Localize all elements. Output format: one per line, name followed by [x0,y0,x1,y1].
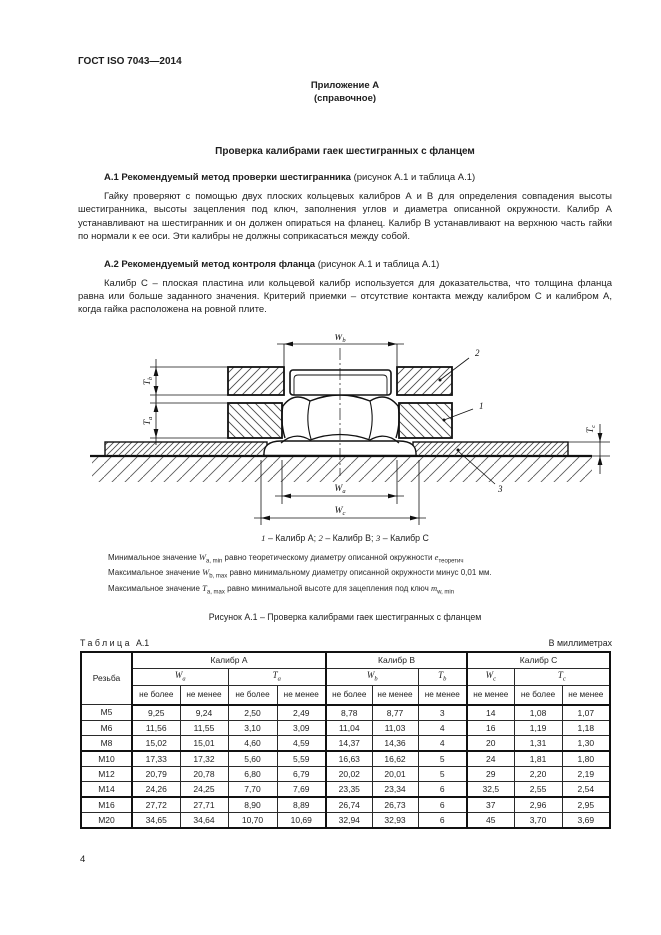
cell: 26,74 [326,797,372,813]
table-row [81,735,610,751]
cell: 32,93 [372,812,418,828]
nut-top-face [290,370,391,395]
cell: 2,49 [277,705,326,721]
label-ta: $T_a$ [143,416,154,426]
note-subscript: w, min [437,589,455,596]
cell: 23,35 [326,781,372,797]
cell: 6,80 [228,766,277,781]
cell: 6 [418,812,467,828]
table-row [81,720,610,735]
symbol-sub: c [493,675,496,683]
cell: 4 [418,735,467,751]
cell: 5 [418,751,467,767]
paragraph-a1: Гайку проверяют с помощью двух плоских кольцевых калибров А и В для определения совпадения высоты шестигранника, высоты зацепления под ключ, заполнения углов и диаметра описанной окружности. Калибр А устанавливают на шестигранник и он должен опираться на фланец. Калибр В устанавливают на верхнюю часть гайки по нормали к ее оси. Эти калибры не должны соприкасаться между собой. [78,191,612,243]
cell: 2,95 [562,797,610,813]
callout-3-gauge-c: 3 [498,483,503,494]
legend-label-1: – Калибр А; [265,532,319,543]
heading-a1-bold: А.1 Рекомендуемый метод проверки шестигранника [104,172,351,183]
cell-thread: М12 [81,766,132,781]
cell: 20,01 [372,766,418,781]
table-row [81,705,610,721]
cell: 34,64 [180,812,228,828]
cell: 20,78 [180,766,228,781]
cell: 20 [467,735,514,751]
cell-thread: М6 [81,720,132,735]
cell: 8,78 [326,705,372,721]
cell: 2,55 [514,781,562,797]
figure-notes [108,552,612,599]
cell: 4,60 [228,735,277,751]
cell: 16,62 [372,751,418,767]
label-tc: $T_c$ [586,424,597,433]
cell-thread: М20 [81,812,132,828]
label-tb: $T_b$ [143,376,154,386]
cell: 11,03 [372,720,418,735]
col-header-ta [228,668,326,685]
symbol-base: W [485,670,494,681]
dimension-wb [277,341,404,365]
cell: 4,59 [277,735,326,751]
heading-a2-bold: А.2 Рекомендуемый метод контроля фланца [104,258,316,270]
cell: 5 [418,766,467,781]
note-line [108,552,612,568]
cell: 11,55 [180,720,228,735]
note-line [108,583,612,599]
callout-1-gauge-a: 1 [479,400,484,411]
cell-thread: М10 [81,751,132,767]
col-header-wb [326,668,418,685]
note-text: равно минимальному диаметру описанной окружности минус 0,01 мм. [227,568,492,578]
limit-header: не более [228,685,277,705]
dimension-ta [150,396,228,445]
table-header-limits [81,685,610,705]
cell: 3,70 [514,812,562,828]
table-units: В миллиметрах [548,637,612,648]
limit-header: не менее [372,685,418,705]
cell: 6 [418,781,467,797]
symbol-sub: a [182,675,186,683]
limit-header: не менее [467,685,514,705]
limit-header: не менее [562,685,610,705]
cell: 1,19 [514,720,562,735]
appendix-title: Приложение А [310,80,380,91]
note-symbol: T [202,583,207,594]
cell: 11,56 [132,720,180,735]
cell: 1,30 [562,735,610,751]
symbol-sub: b [374,675,378,683]
legend-num-3: 3 [375,532,381,543]
note-subscript: b, max [209,574,228,581]
cell: 2,50 [228,705,277,721]
symbol-base: T [557,670,563,681]
table-row [81,781,610,797]
legend-num-2: 2 [318,532,323,543]
figure-a1 [78,334,612,543]
limit-header: не более [326,685,372,705]
cell: 8,77 [372,705,418,721]
cell: 34,65 [132,812,180,828]
cell: 20,79 [132,766,180,781]
symbol-sub: a [277,675,281,683]
note-line [108,567,612,583]
cell: 45 [467,812,514,828]
cell: 23,34 [372,781,418,797]
note-subscript: a, max [206,589,225,596]
dimension-tb [150,359,228,402]
cell: 29 [467,766,514,781]
cell: 17,33 [132,751,180,767]
table-label-row [80,638,612,648]
appendix-subtitle: (справочное) [313,92,377,104]
cell: 1,81 [514,751,562,767]
heading-a2-tail: (рисунок А.1 и таблица А.1) [315,258,440,270]
cell: 3,09 [277,720,326,735]
limit-header: не менее [180,685,228,705]
cell: 2,54 [562,781,610,797]
figure-legend [78,533,612,543]
cell: 26,73 [372,797,418,813]
cell: 10,70 [228,812,277,828]
cell: 3,69 [562,812,610,828]
cell-thread: М16 [81,797,132,813]
col-group-gauge-a: Калибр А [132,652,326,669]
note-subscript: теоретич [438,558,464,565]
cell: 14 [467,705,514,721]
page-number: 4 [80,854,86,865]
legend-num-1: 1 [261,532,266,543]
base-plate-hatching [90,456,592,482]
gauge-check-drawing [78,334,612,532]
col-group-gauge-b: Калибр В [326,652,467,669]
cell-thread: М5 [81,705,132,721]
page-title: Проверка калибрами гаек шестигранных с фланцем [215,146,475,157]
symbol-base: T [272,670,278,681]
cell: 17,32 [180,751,228,767]
col-header-tb [418,668,467,685]
cell: 24,25 [180,781,228,797]
cell: 24 [467,751,514,767]
legend-label-2: – Калибр В; [322,532,376,543]
cell: 10,69 [277,812,326,828]
cell: 5,59 [277,751,326,767]
cell: 20,02 [326,766,372,781]
cell: 6,79 [277,766,326,781]
paragraph-a2: Калибр С – плоская пластина или кольцевой калибр используется для доказательства, что толщина фланца равна или больше заданного значения. Критерий приемки – отсутствие контакта между калибром С и калибром А, когда гайка расположена на ровной плите. [78,277,612,316]
limit-header: не более [132,685,180,705]
limit-header: не менее [418,685,467,705]
limit-header: не более [514,685,562,705]
symbol-sub: c [562,675,566,683]
cell: 15,02 [132,735,180,751]
cell: 14,36 [372,735,418,751]
label-wb: $W_b$ [334,333,346,344]
cell: 24,26 [132,781,180,797]
table-row [81,797,610,813]
appendix-block [78,80,612,105]
cell-thread: М14 [81,781,132,797]
table-row [81,812,610,828]
heading-a1-tail: (рисунок А.1 и таблица А.1) [350,172,476,183]
symbol-base: T [438,670,444,681]
cell: 8,89 [277,797,326,813]
symbol-sub: b [443,675,447,683]
legend-label-3: – Калибр С [380,532,429,543]
cell: 8,90 [228,797,277,813]
col-header-tc [514,668,610,685]
label-wa: $W_a$ [334,483,346,495]
cell: 16,63 [326,751,372,767]
callout-2-gauge-b: 2 [475,347,480,358]
note-text: Минимальное значение [108,552,199,562]
table-a1 [80,651,611,829]
table-header-symbols [81,668,610,685]
cell: 9,24 [180,705,228,721]
cell: 32,94 [326,812,372,828]
cell: 16 [467,720,514,735]
cell-thread: М8 [81,735,132,751]
cell: 7,70 [228,781,277,797]
cell: 2,19 [562,766,610,781]
note-subscript: a, min [205,558,223,565]
symbol-base: W [366,670,375,681]
table-header-groups [81,652,610,669]
cell: 3 [418,705,467,721]
table-label [80,638,149,648]
table-label-word: Таблица [80,637,132,648]
cell: 2,96 [514,797,562,813]
col-group-gauge-c: Калибр С [467,652,610,669]
note-text: Максимальное значение [108,568,203,578]
cell: 1,31 [514,735,562,751]
note-symbol: е [434,551,439,562]
cell: 1,07 [562,705,610,721]
note-text: равно теоретическому диаметру описанной окружности [222,552,435,562]
cell: 7,69 [277,781,326,797]
label-wc: $W_c$ [334,505,346,517]
note-symbol: W [198,551,206,562]
section-heading-a1 [78,172,612,183]
limit-header: не менее [277,685,326,705]
cell: 14,37 [326,735,372,751]
cell: 6 [418,797,467,813]
cell: 1,18 [562,720,610,735]
cell: 27,71 [180,797,228,813]
cell: 5,60 [228,751,277,767]
table-row [81,766,610,781]
cell: 11,04 [326,720,372,735]
table-row [81,751,610,767]
col-header-wc [467,668,514,685]
col-header-thread: Резьба [81,652,132,705]
figure-caption: Рисунок А.1 – Проверка калибрами гаек шестигранных с фланцем [208,611,482,622]
cell: 37 [467,797,514,813]
cell: 2,20 [514,766,562,781]
cell: 1,08 [514,705,562,721]
symbol-base: W [174,670,183,681]
col-header-wa [132,668,228,685]
table-label-number: А.1 [136,637,150,648]
cell: 27,72 [132,797,180,813]
cell: 3,10 [228,720,277,735]
section-heading-a2 [78,259,612,270]
cell: 15,01 [180,735,228,751]
cell: 9,25 [132,705,180,721]
note-symbol: m [430,583,438,594]
cell: 32,5 [467,781,514,797]
note-symbol: W [202,567,210,578]
note-text: равно минимальной высоте для зацепления под ключ [224,584,431,594]
cell: 4 [418,720,467,735]
standard-reference: ГОСТ ISO 7043—2014 [78,56,182,67]
note-text: Максимальное значение [108,584,203,594]
cell: 1,80 [562,751,610,767]
